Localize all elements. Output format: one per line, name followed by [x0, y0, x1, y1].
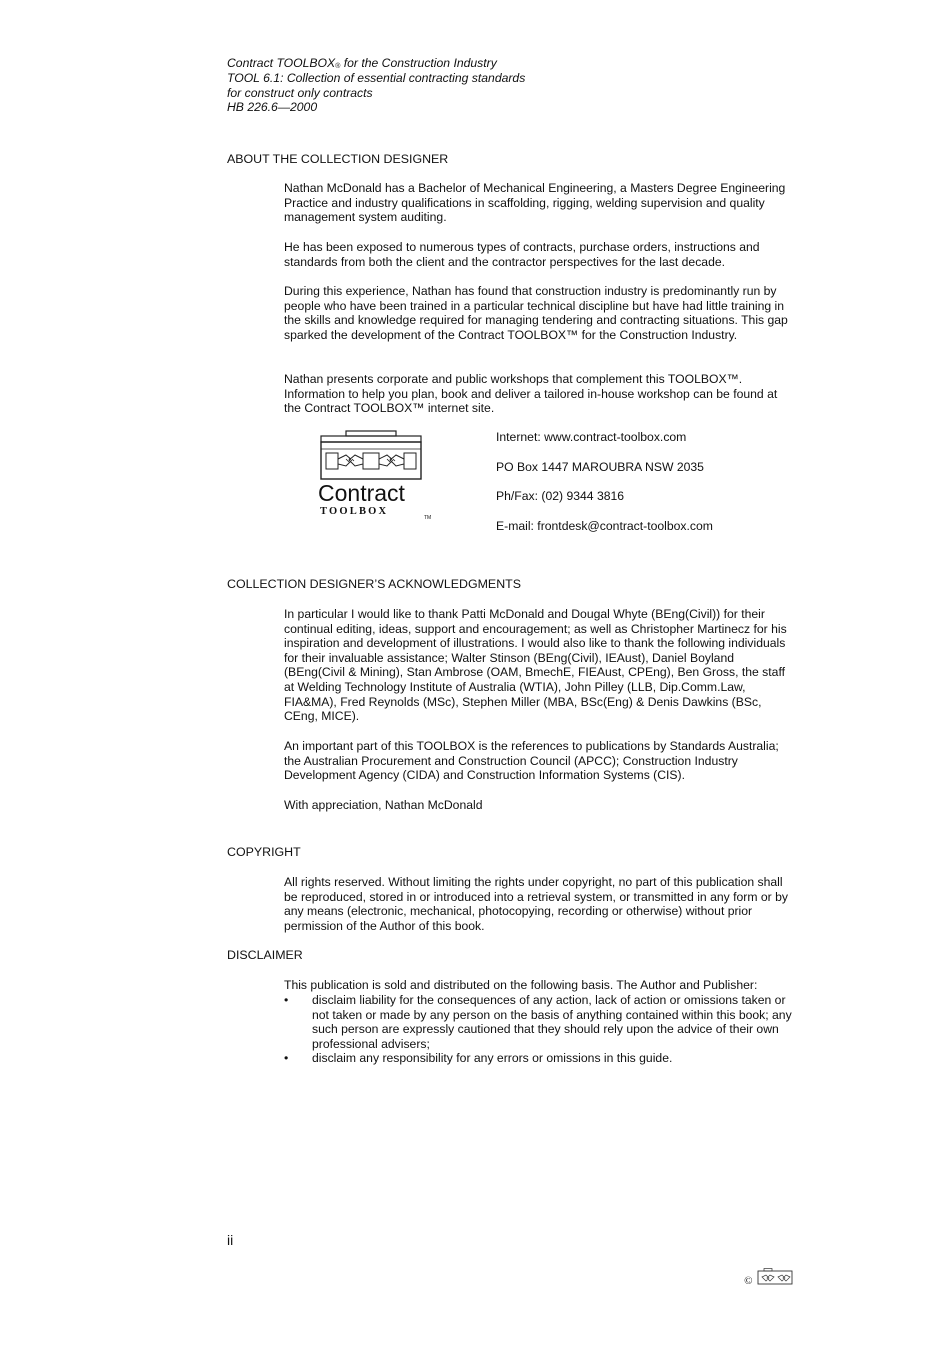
contact-email: E-mail: frontdesk@contract-toolbox.com: [496, 519, 713, 533]
acknowledgments-paragraph-2: An important part of this TOOLBOX is the references to publications by Standards Australia; the Australian Procurement and Construction Council (APCC); Construction Industry Development Agency (CIDA) and Construction Information Systems (CIS).: [284, 739, 779, 783]
contact-internet: Internet: www.contract-toolbox.com: [496, 430, 687, 444]
contract-toolbox-logo: [316, 429, 436, 527]
about-paragraph-2: He has been exposed to numerous types of contracts, purchase orders, instructions and standards from both the client and the contractor perspectives for the last decade.: [284, 240, 760, 269]
header-line-2: TOOL 6.1: Collection of essential contracting standards: [227, 70, 526, 85]
copyright-symbol: ©: [744, 1275, 753, 1287]
footer-copyright-mark: [744, 1268, 794, 1292]
disclaimer-section-title: DISCLAIMER: [227, 948, 303, 962]
list-item: • disclaim liability for the consequences of any action, lack of action or omissions taken or not taken or made by any person on the basis of anything contained within this book; any such person are expressly cautioned that they should rely upon the advice of their own professional advisers;: [284, 993, 792, 1051]
acknowledgments-section-title: COLLECTION DESIGNER’S ACKNOWLEDGMENTS: [227, 577, 521, 591]
disclaimer-intro: This publication is sold and distributed on the following basis. The Author and Publisher:: [284, 978, 758, 992]
logo-word-toolbox: TOOLBOX: [320, 506, 389, 517]
registered-mark: ®: [335, 63, 341, 70]
running-header: [227, 56, 525, 115]
logo-trademark: TM: [424, 515, 432, 521]
contact-phone: Ph/Fax: (02) 9344 3816: [496, 489, 625, 503]
toolbox-icon: [316, 429, 436, 523]
header-line-1: Contract $TOOLBOX_®$ for the Construction Industry: [227, 56, 497, 70]
list-item: • disclaim any responsibility for any errors or omissions in this guide.: [284, 1051, 673, 1066]
page-number: ii: [227, 1232, 234, 1248]
about-paragraph-4: Nathan presents corporate and public workshops that complement this TOOLBOX™. Information to help you plan, book and deliver a tailored in-house workshop can be found at the Contract TOOLBOX™ internet site.: [284, 372, 778, 416]
header-line-4: HB 226.6—2000: [227, 100, 318, 115]
about-section-title: ABOUT THE COLLECTION DESIGNER: [227, 152, 449, 166]
about-paragraph-3: During this experience, Nathan has found that construction industry is predominantly run by people who have been trained in a particular technical discipline but have had little training in the skills and knowledge required for managing tendering and contracting situations. This gap sparked the development of the Contract TOOLBOX™ for the Construction Industry.: [284, 284, 788, 342]
contact-po-box: PO Box 1447 MAROUBRA NSW 2035: [496, 460, 704, 474]
acknowledgments-paragraph-1: In particular I would like to thank Patti McDonald and Dougal Whyte (BEng(Civil)) for their continual editing, ideas, support and encouragement; as well as Christopher Martinecz for his inspiration and development of illustrations. I would also like to thank the following individuals for their invaluable assistance; Walter Stinson (BEng(Civil), IEAust), Daniel Boyland (BEng(Civil & Mining), Stan Ambrose (OAM, BmechE, FIEAust, CPEng), Ben Gross, the staff at Welding Technology Institute of Australia (WTIA), John Pilley (LLB, Dip.Comm.Law, FIA&MA), Fred Reynolds (MSc), Stephen Miller (MBA, BSc(Eng) & Denis Dawkins (BSc, CEng, MICE).: [284, 607, 787, 724]
about-paragraph-1: Nathan McDonald has a Bachelor of Mechanical Engineering, a Masters Degree Engineering Practice and industry qualifications in scaffolding, rigging, welding supervision and quality management system auditing.: [284, 181, 786, 225]
acknowledgments-signoff: With appreciation, Nathan McDonald: [284, 798, 483, 812]
disclaimer-list: [284, 993, 794, 1066]
bullet-icon: •: [284, 1051, 289, 1066]
mini-toolbox-icon: [744, 1268, 794, 1288]
header-line-3: for construct only contracts: [227, 85, 373, 100]
logo-word-contract: Contract: [318, 480, 405, 506]
copyright-text: All rights reserved. Without limiting the rights under copyright, no part of this publication shall be reproduced, stored in or introduced into a retrieval system, or transmitted in any form or by any means (electronic, mechanical, photocopying, recording or otherwise) without prior permission of the Author of this book.: [284, 875, 788, 933]
bullet-icon: •: [284, 993, 289, 1007]
copyright-section-title: COPYRIGHT: [227, 845, 301, 859]
